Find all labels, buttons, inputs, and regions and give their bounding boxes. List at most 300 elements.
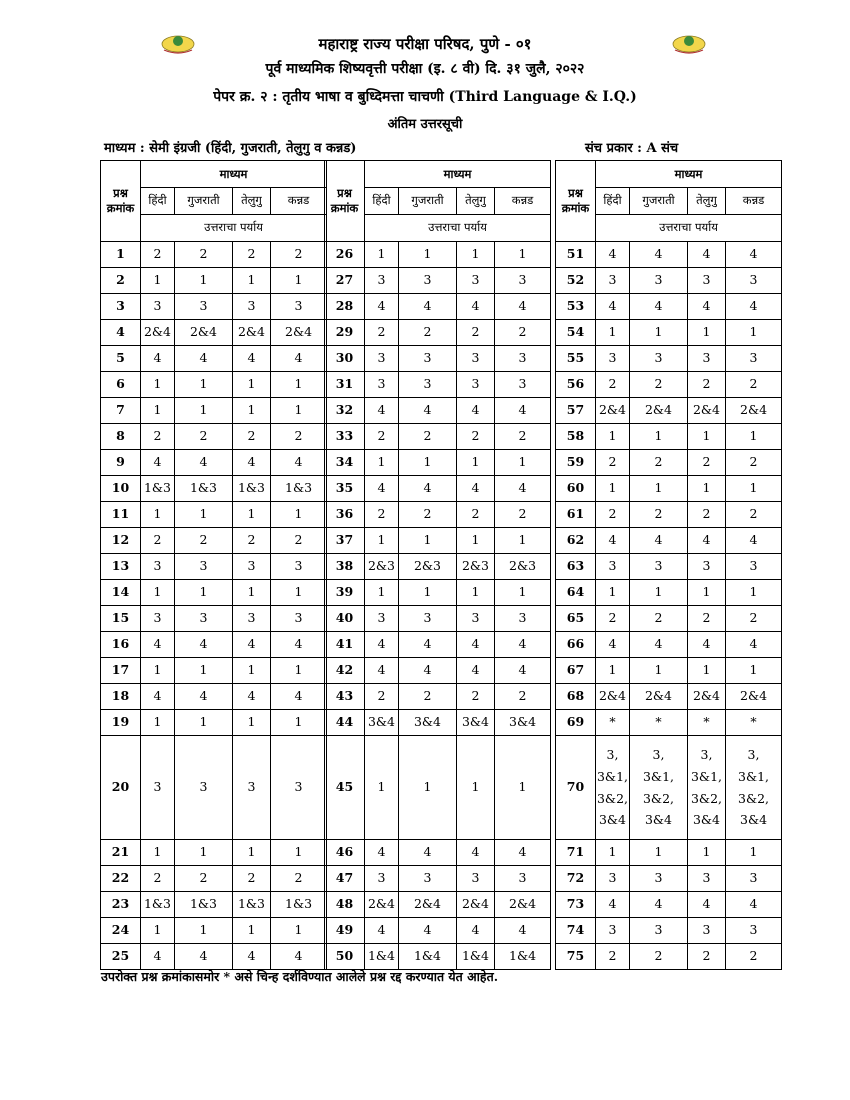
answer-cell: 1 bbox=[141, 710, 175, 736]
answer-cell: 1 bbox=[726, 580, 782, 606]
table-row bbox=[556, 944, 782, 970]
language-header: गुजराती bbox=[399, 188, 457, 215]
question-number: 52 bbox=[556, 268, 596, 294]
answer-cell: 3 bbox=[271, 294, 327, 320]
question-number: 23 bbox=[101, 892, 141, 918]
answer-cell: 2 bbox=[726, 372, 782, 398]
answer-cell: 1 bbox=[141, 398, 175, 424]
answer-cell: 2&4 bbox=[365, 892, 399, 918]
question-number: 13 bbox=[101, 554, 141, 580]
answer-cell: 1 bbox=[141, 268, 175, 294]
answer-cell: 3 bbox=[688, 346, 726, 372]
answer-cell: 3 bbox=[596, 346, 630, 372]
answer-cell: 2&4 bbox=[630, 684, 688, 710]
answer-cell: 4 bbox=[141, 944, 175, 970]
table-row bbox=[101, 866, 327, 892]
table-row bbox=[325, 346, 551, 372]
answer-cell: 3 bbox=[457, 268, 495, 294]
answer-cell: 2&4 bbox=[726, 684, 782, 710]
answer-cell: 4 bbox=[175, 944, 233, 970]
number-header-label: क्रमांक bbox=[561, 201, 590, 215]
question-number: 19 bbox=[101, 710, 141, 736]
table-row bbox=[101, 268, 327, 294]
answer-cell: 4 bbox=[365, 632, 399, 658]
table-row bbox=[556, 372, 782, 398]
answer-cell: 1 bbox=[365, 528, 399, 554]
answer-cell: 2 bbox=[365, 684, 399, 710]
question-number: 62 bbox=[556, 528, 596, 554]
language-header: गुजराती bbox=[630, 188, 688, 215]
table-row bbox=[101, 710, 327, 736]
answer-cell: 2 bbox=[630, 450, 688, 476]
answer-cell: 4 bbox=[596, 892, 630, 918]
answer-cell: 4 bbox=[495, 476, 551, 502]
question-number: 22 bbox=[101, 866, 141, 892]
answer-cell: 4 bbox=[457, 398, 495, 424]
answer-cell: 1 bbox=[175, 658, 233, 684]
answer-line: 3&2, bbox=[596, 790, 628, 806]
question-number: 34 bbox=[325, 450, 365, 476]
answer-cell: 3 bbox=[233, 554, 271, 580]
answer-options-header: उत्तराचा पर्याय bbox=[141, 215, 327, 242]
question-number: 44 bbox=[325, 710, 365, 736]
answer-cell: 4 bbox=[399, 398, 457, 424]
answer-options-header: उत्तराचा पर्याय bbox=[365, 215, 551, 242]
table-row bbox=[556, 580, 782, 606]
answer-cell: 1 bbox=[141, 840, 175, 866]
answer-cell: 3 bbox=[399, 866, 457, 892]
answer-cell: * bbox=[596, 710, 630, 736]
answer-cell: 2 bbox=[688, 450, 726, 476]
answer-cell: 3 bbox=[630, 866, 688, 892]
question-number: 59 bbox=[556, 450, 596, 476]
answer-cell: 4 bbox=[141, 346, 175, 372]
question-number: 63 bbox=[556, 554, 596, 580]
answer-cell: 4 bbox=[399, 658, 457, 684]
answer-cell: 1 bbox=[399, 450, 457, 476]
answer-cell: 4 bbox=[399, 294, 457, 320]
table-row bbox=[101, 528, 327, 554]
answer-cell: 2&4 bbox=[457, 892, 495, 918]
question-number: 53 bbox=[556, 294, 596, 320]
question-number: 67 bbox=[556, 658, 596, 684]
answer-cell: 1 bbox=[726, 320, 782, 346]
answer-cell: 3 bbox=[726, 554, 782, 580]
question-number: 55 bbox=[556, 346, 596, 372]
answer-cell: 1 bbox=[233, 918, 271, 944]
language-header: हिंदी bbox=[365, 188, 399, 215]
table-row bbox=[101, 840, 327, 866]
answer-cell: 3 bbox=[141, 606, 175, 632]
table-row bbox=[325, 840, 551, 866]
answer-cell: 1 bbox=[457, 450, 495, 476]
table-row bbox=[556, 736, 782, 840]
answer-cell: 1 bbox=[399, 242, 457, 268]
table-row bbox=[556, 450, 782, 476]
answer-cell: 1 bbox=[596, 840, 630, 866]
table-row bbox=[556, 424, 782, 450]
answer-cell: 3 bbox=[457, 606, 495, 632]
answer-cell: 1&3 bbox=[271, 892, 327, 918]
question-number: 75 bbox=[556, 944, 596, 970]
answer-cell: 2 bbox=[175, 528, 233, 554]
answer-cell: 3 bbox=[726, 918, 782, 944]
answer-cell: 1 bbox=[175, 372, 233, 398]
answer-cell: 3 bbox=[630, 918, 688, 944]
question-number: 54 bbox=[556, 320, 596, 346]
table-row bbox=[101, 658, 327, 684]
answer-block-1 bbox=[100, 160, 327, 970]
table-row bbox=[101, 632, 327, 658]
answer-cell: 1&3 bbox=[233, 892, 271, 918]
answer-cell: 2 bbox=[175, 866, 233, 892]
answer-cell: 4 bbox=[457, 294, 495, 320]
question-number: 61 bbox=[556, 502, 596, 528]
question-number: 32 bbox=[325, 398, 365, 424]
answer-cell: 2 bbox=[271, 528, 327, 554]
answer-cell: 3&4 bbox=[365, 710, 399, 736]
answer-cell: 1 bbox=[271, 840, 327, 866]
table-row bbox=[101, 736, 327, 840]
question-number: 41 bbox=[325, 632, 365, 658]
answer-cell: 2 bbox=[726, 944, 782, 970]
answer-cell: 3 bbox=[141, 294, 175, 320]
answer-cell: 4 bbox=[365, 918, 399, 944]
answer-cell: 2 bbox=[495, 424, 551, 450]
answer-line: 3&1, bbox=[738, 768, 770, 784]
question-number: 26 bbox=[325, 242, 365, 268]
answer-cell: 2 bbox=[399, 684, 457, 710]
answer-line: 3, bbox=[747, 746, 760, 762]
answer-cell: 1 bbox=[141, 502, 175, 528]
answer-cell: 1 bbox=[175, 268, 233, 294]
answer-cell: 1 bbox=[688, 476, 726, 502]
answer-cell: 1 bbox=[271, 372, 327, 398]
answer-cell: 1 bbox=[688, 320, 726, 346]
answer-cell: 4 bbox=[175, 684, 233, 710]
answer-line: 3&2, bbox=[690, 790, 722, 806]
table-row bbox=[101, 372, 327, 398]
answer-cell: 3 bbox=[399, 606, 457, 632]
answer-cell: 2 bbox=[271, 424, 327, 450]
table-row bbox=[325, 424, 551, 450]
answer-cell: 1 bbox=[495, 450, 551, 476]
answer-cell: 1&4 bbox=[365, 944, 399, 970]
answer-cell: 1&4 bbox=[457, 944, 495, 970]
answer-block-2 bbox=[324, 160, 551, 970]
table-row bbox=[556, 502, 782, 528]
answer-cell: 4 bbox=[365, 658, 399, 684]
question-number: 11 bbox=[101, 502, 141, 528]
question-number: 4 bbox=[101, 320, 141, 346]
table-row bbox=[556, 242, 782, 268]
answer-cell: 2 bbox=[233, 866, 271, 892]
answer-cell: 2 bbox=[365, 424, 399, 450]
answer-cell bbox=[596, 736, 630, 840]
answer-cell: 1 bbox=[271, 918, 327, 944]
answer-line: 3&2, bbox=[642, 790, 674, 806]
answer-cell: 1 bbox=[630, 840, 688, 866]
table-row bbox=[556, 320, 782, 346]
question-number: 66 bbox=[556, 632, 596, 658]
table-row bbox=[556, 346, 782, 372]
answer-cell: 3&4 bbox=[399, 710, 457, 736]
table-row bbox=[325, 580, 551, 606]
table-row bbox=[325, 684, 551, 710]
question-number: 2 bbox=[101, 268, 141, 294]
answer-cell: 1 bbox=[688, 580, 726, 606]
language-header: गुजराती bbox=[175, 188, 233, 215]
table-row bbox=[325, 502, 551, 528]
number-header-label: क्रमांक bbox=[330, 201, 359, 215]
answer-cell: 2 bbox=[688, 606, 726, 632]
question-number-header bbox=[101, 161, 141, 242]
table-row bbox=[101, 892, 327, 918]
question-number: 64 bbox=[556, 580, 596, 606]
answer-cell: 3 bbox=[495, 346, 551, 372]
answer-cell: 4 bbox=[457, 632, 495, 658]
answer-cell: 3 bbox=[596, 554, 630, 580]
answer-cell: 4 bbox=[233, 684, 271, 710]
table-row bbox=[101, 944, 327, 970]
answer-cell: 3&4 bbox=[495, 710, 551, 736]
answer-cell: 1 bbox=[596, 476, 630, 502]
question-number: 60 bbox=[556, 476, 596, 502]
table-row bbox=[101, 346, 327, 372]
answer-cell: 3 bbox=[141, 554, 175, 580]
answer-line: 3&1, bbox=[642, 768, 674, 784]
answer-cell bbox=[688, 736, 726, 840]
answer-cell: 3 bbox=[630, 268, 688, 294]
table-row bbox=[101, 554, 327, 580]
question-number: 15 bbox=[101, 606, 141, 632]
answer-cell: 1 bbox=[726, 840, 782, 866]
question-number: 50 bbox=[325, 944, 365, 970]
answer-cell: 3 bbox=[495, 606, 551, 632]
language-header: तेलुगु bbox=[233, 188, 271, 215]
answer-cell: 3 bbox=[726, 268, 782, 294]
answer-cell: 3 bbox=[688, 866, 726, 892]
answer-cell: 4 bbox=[233, 632, 271, 658]
answer-block-3 bbox=[555, 160, 782, 970]
question-number: 72 bbox=[556, 866, 596, 892]
answer-cell: 4 bbox=[630, 892, 688, 918]
answer-cell: 4 bbox=[688, 528, 726, 554]
answer-cell: 1 bbox=[175, 580, 233, 606]
answer-cell: 1 bbox=[175, 710, 233, 736]
answer-table bbox=[100, 160, 327, 970]
question-number: 28 bbox=[325, 294, 365, 320]
answer-options-header: उत्तराचा पर्याय bbox=[596, 215, 782, 242]
answer-cell: 1 bbox=[495, 580, 551, 606]
answer-cell: 1 bbox=[175, 398, 233, 424]
question-number: 36 bbox=[325, 502, 365, 528]
answer-cell: 4 bbox=[457, 918, 495, 944]
answer-cell: 1 bbox=[495, 242, 551, 268]
answer-cell: 1 bbox=[365, 580, 399, 606]
language-header: कन्नड bbox=[495, 188, 551, 215]
answer-cell: 2 bbox=[457, 502, 495, 528]
question-number: 45 bbox=[325, 736, 365, 840]
answer-cell: 2 bbox=[726, 606, 782, 632]
answer-cell: 1&4 bbox=[495, 944, 551, 970]
answer-cell: 4 bbox=[175, 450, 233, 476]
answer-cell: 4 bbox=[495, 294, 551, 320]
answer-cell: 2 bbox=[399, 320, 457, 346]
answer-cell bbox=[630, 736, 688, 840]
answer-cell: 3 bbox=[399, 346, 457, 372]
table-row bbox=[101, 320, 327, 346]
answer-cell: 1 bbox=[726, 476, 782, 502]
answer-cell: 3 bbox=[457, 866, 495, 892]
answer-line: 3&4 bbox=[740, 812, 768, 828]
table-row bbox=[325, 944, 551, 970]
answer-cell: 2 bbox=[726, 450, 782, 476]
table-row bbox=[325, 372, 551, 398]
answer-cell: 2 bbox=[141, 528, 175, 554]
table-row bbox=[325, 892, 551, 918]
question-number: 7 bbox=[101, 398, 141, 424]
answer-cell: 2 bbox=[457, 684, 495, 710]
answer-cell: 1 bbox=[457, 736, 495, 840]
answer-cell: 4 bbox=[495, 918, 551, 944]
answer-cell: 1 bbox=[365, 242, 399, 268]
answer-cell: 2&4 bbox=[495, 892, 551, 918]
answer-cell: 3 bbox=[175, 554, 233, 580]
answer-cell: 4 bbox=[141, 684, 175, 710]
answer-cell: 3 bbox=[726, 346, 782, 372]
answer-cell: 3 bbox=[141, 736, 175, 840]
answer-cell: 3 bbox=[495, 866, 551, 892]
answer-cell: 2 bbox=[688, 372, 726, 398]
answer-cell: 1 bbox=[233, 580, 271, 606]
answer-cell: 4 bbox=[630, 632, 688, 658]
question-number: 18 bbox=[101, 684, 141, 710]
answer-cell: 2 bbox=[630, 372, 688, 398]
answer-cell: 4 bbox=[688, 242, 726, 268]
answer-cell: 2&3 bbox=[495, 554, 551, 580]
answer-cell: * bbox=[688, 710, 726, 736]
answer-cell: 1 bbox=[365, 736, 399, 840]
answer-line: 3&1, bbox=[690, 768, 722, 784]
answer-cell: 1 bbox=[271, 398, 327, 424]
answer-cell: 2&4 bbox=[175, 320, 233, 346]
answer-cell: 1 bbox=[630, 580, 688, 606]
answer-cell: 1 bbox=[399, 528, 457, 554]
table-row bbox=[101, 242, 327, 268]
answer-cell: 1&3 bbox=[175, 892, 233, 918]
answer-cell: 1 bbox=[141, 918, 175, 944]
answer-cell: 4 bbox=[726, 892, 782, 918]
answer-cell: 4 bbox=[399, 476, 457, 502]
table-row bbox=[325, 450, 551, 476]
answer-cell: 1 bbox=[726, 424, 782, 450]
cancelled-questions-note: उपरोक्त प्रश्न क्रमांकासमोर * असे चिन्ह दर्शविण्यात आलेले प्रश्न रद्द करण्यात येत आहेत. bbox=[101, 969, 499, 984]
question-number: 57 bbox=[556, 398, 596, 424]
answer-cell: 4 bbox=[630, 528, 688, 554]
question-number: 38 bbox=[325, 554, 365, 580]
answer-cell: 3 bbox=[399, 268, 457, 294]
answer-cell: 2 bbox=[175, 424, 233, 450]
answer-line: 3, bbox=[652, 746, 665, 762]
language-header: कन्नड bbox=[726, 188, 782, 215]
answer-cell: 1 bbox=[688, 658, 726, 684]
answer-cell: 3&4 bbox=[457, 710, 495, 736]
answer-cell: 2&4 bbox=[688, 684, 726, 710]
answer-cell: 1 bbox=[175, 918, 233, 944]
answer-cell: 2 bbox=[175, 242, 233, 268]
question-number: 3 bbox=[101, 294, 141, 320]
question-number: 73 bbox=[556, 892, 596, 918]
answer-cell: 2 bbox=[495, 684, 551, 710]
question-number: 47 bbox=[325, 866, 365, 892]
answer-cell: 3 bbox=[365, 866, 399, 892]
answer-cell: 2&4 bbox=[630, 398, 688, 424]
answer-cell: 1 bbox=[233, 710, 271, 736]
answer-cell: 1 bbox=[596, 424, 630, 450]
answer-cell: 3 bbox=[233, 606, 271, 632]
question-number: 24 bbox=[101, 918, 141, 944]
answer-cell: 1 bbox=[457, 528, 495, 554]
answer-cell: 2 bbox=[596, 944, 630, 970]
answer-cell: 2 bbox=[688, 502, 726, 528]
answer-cell: 1 bbox=[399, 580, 457, 606]
table-row bbox=[325, 294, 551, 320]
answer-cell: 1 bbox=[233, 658, 271, 684]
answer-cell: 2&4 bbox=[726, 398, 782, 424]
question-number: 43 bbox=[325, 684, 365, 710]
answer-cell bbox=[726, 736, 782, 840]
answer-cell: 4 bbox=[726, 528, 782, 554]
table-row bbox=[325, 658, 551, 684]
answer-cell: 3 bbox=[726, 866, 782, 892]
answer-cell: 3 bbox=[365, 372, 399, 398]
answer-cell: 1 bbox=[271, 658, 327, 684]
answer-cell: 1 bbox=[596, 580, 630, 606]
answer-cell: 2&4 bbox=[399, 892, 457, 918]
answer-cell: 3 bbox=[457, 346, 495, 372]
answer-table bbox=[555, 160, 782, 970]
question-number: 37 bbox=[325, 528, 365, 554]
question-number: 69 bbox=[556, 710, 596, 736]
answer-cell: 2 bbox=[141, 242, 175, 268]
answer-line: 3&4 bbox=[644, 812, 673, 828]
language-header: तेलुगु bbox=[457, 188, 495, 215]
answer-cell: 1 bbox=[596, 320, 630, 346]
answer-cell: 2 bbox=[726, 502, 782, 528]
answer-cell: 4 bbox=[726, 242, 782, 268]
answer-cell: 4 bbox=[495, 658, 551, 684]
answer-cell: 1 bbox=[596, 658, 630, 684]
question-number: 17 bbox=[101, 658, 141, 684]
question-number: 6 bbox=[101, 372, 141, 398]
answer-cell: 1 bbox=[271, 710, 327, 736]
answer-cell: 2 bbox=[630, 502, 688, 528]
answer-cell: 2 bbox=[141, 424, 175, 450]
answer-cell: 2 bbox=[399, 424, 457, 450]
question-number: 65 bbox=[556, 606, 596, 632]
answer-cell: 4 bbox=[630, 242, 688, 268]
answer-cell: 4 bbox=[271, 632, 327, 658]
answer-cell: 4 bbox=[596, 242, 630, 268]
set-type-label: संच प्रकार : A संच bbox=[585, 141, 679, 156]
answer-cell: 4 bbox=[175, 632, 233, 658]
question-number: 27 bbox=[325, 268, 365, 294]
header-row bbox=[101, 161, 327, 188]
answer-cell: 4 bbox=[596, 294, 630, 320]
answer-cell: 3 bbox=[399, 372, 457, 398]
answer-cell: 1 bbox=[233, 398, 271, 424]
